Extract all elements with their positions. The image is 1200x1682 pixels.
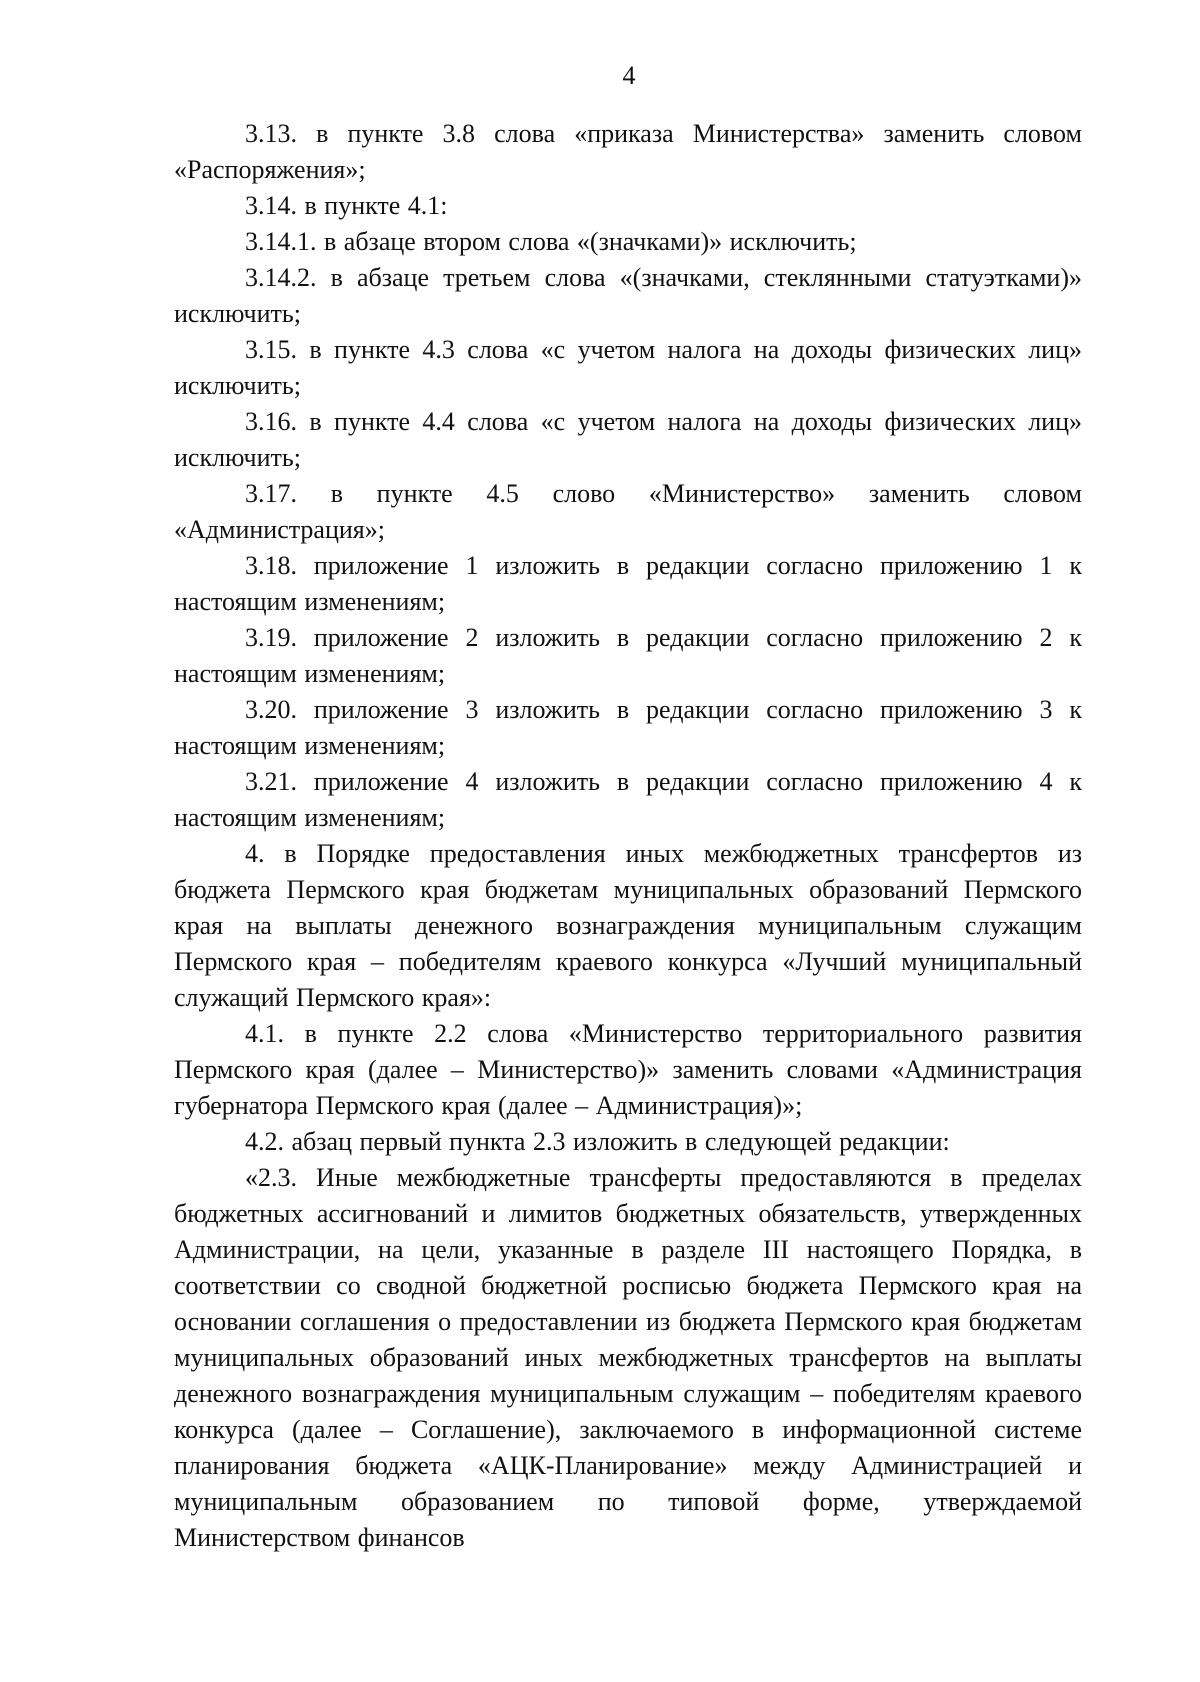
paragraph-3-15: 3.15. в пункте 4.3 слова «с учетом налога на доходы физических лиц» исключить; — [174, 335, 1082, 400]
paragraph-4-1: 4.1. в пункте 2.2 слова «Министерство территориального развития Пермского края (далее – Министерство)» заменить словами «Администрация губернатора Пермского края (далее – Администрация)»; — [174, 1019, 1082, 1120]
paragraph-3-20: 3.20. приложение 3 изложить в редакции согласно приложению 3 к настоящим изменениям; — [174, 695, 1082, 760]
page-number: 4 — [622, 61, 636, 90]
paragraph-2-3-quote: «2.3. Иные межбюджетные трансферты предоставляются в пределах бюджетных ассигнований и лимитов бюджетных обязательств, утвержденных Администрации, на цели, указанные в разделе III настоящего Порядка, в соответствии со сводной бюджетной росписью бюджета Пермского края на основании соглашения о предоставлении из бюджета Пермского края бюджетам муниципальных образований иных межбюджетных трансфертов на выплаты денежного вознаграждения муниципальным служащим – победителям краевого конкурса (далее – Соглашение), заключаемого в информационной системе планирования бюджета «АЦК-Планирование» между Администрацией и муниципальным образованием по типовой форме, утверждаемой Министерством финансов — [174, 1163, 1082, 1552]
paragraph-3-14-2: 3.14.2. в абзаце третьем слова «(значками, стеклянными статуэтками)» исключить; — [174, 263, 1082, 328]
paragraph-3-14: 3.14. в пункте 4.1: — [245, 191, 448, 220]
paragraph-3-13: 3.13. в пункте 3.8 слова «приказа Министерства» заменить словом «Распоряжения»; — [174, 119, 1082, 184]
document-body — [174, 116, 1082, 1556]
paragraph-3-14-1: 3.14.1. в абзаце втором слова «(значками)» исключить; — [245, 227, 857, 256]
paragraph-3-19: 3.19. приложение 2 изложить в редакции согласно приложению 2 к настоящим изменениям; — [174, 623, 1082, 688]
paragraph-4-2: 4.2. абзац первый пункта 2.3 изложить в следующей редакции: — [245, 1127, 950, 1156]
paragraph-3-21: 3.21. приложение 4 изложить в редакции согласно приложению 4 к настоящим изменениям; — [174, 767, 1082, 832]
paragraph-3-18: 3.18. приложение 1 изложить в редакции согласно приложению 1 к настоящим изменениям; — [174, 551, 1082, 616]
paragraph-3-16: 3.16. в пункте 4.4 слова «с учетом налога на доходы физических лиц» исключить; — [174, 407, 1082, 472]
paragraph-3-17: 3.17. в пункте 4.5 слово «Министерство» заменить словом «Администрация»; — [174, 479, 1082, 544]
paragraph-4: 4. в Порядке предоставления иных межбюджетных трансфертов из бюджета Пермского края бюджетам муниципальных образований Пермского края на выплаты денежного вознаграждения муниципальным служащим Пермского края – победителям краевого конкурса «Лучший муниципальный служащий Пермского края»: — [174, 839, 1082, 1012]
